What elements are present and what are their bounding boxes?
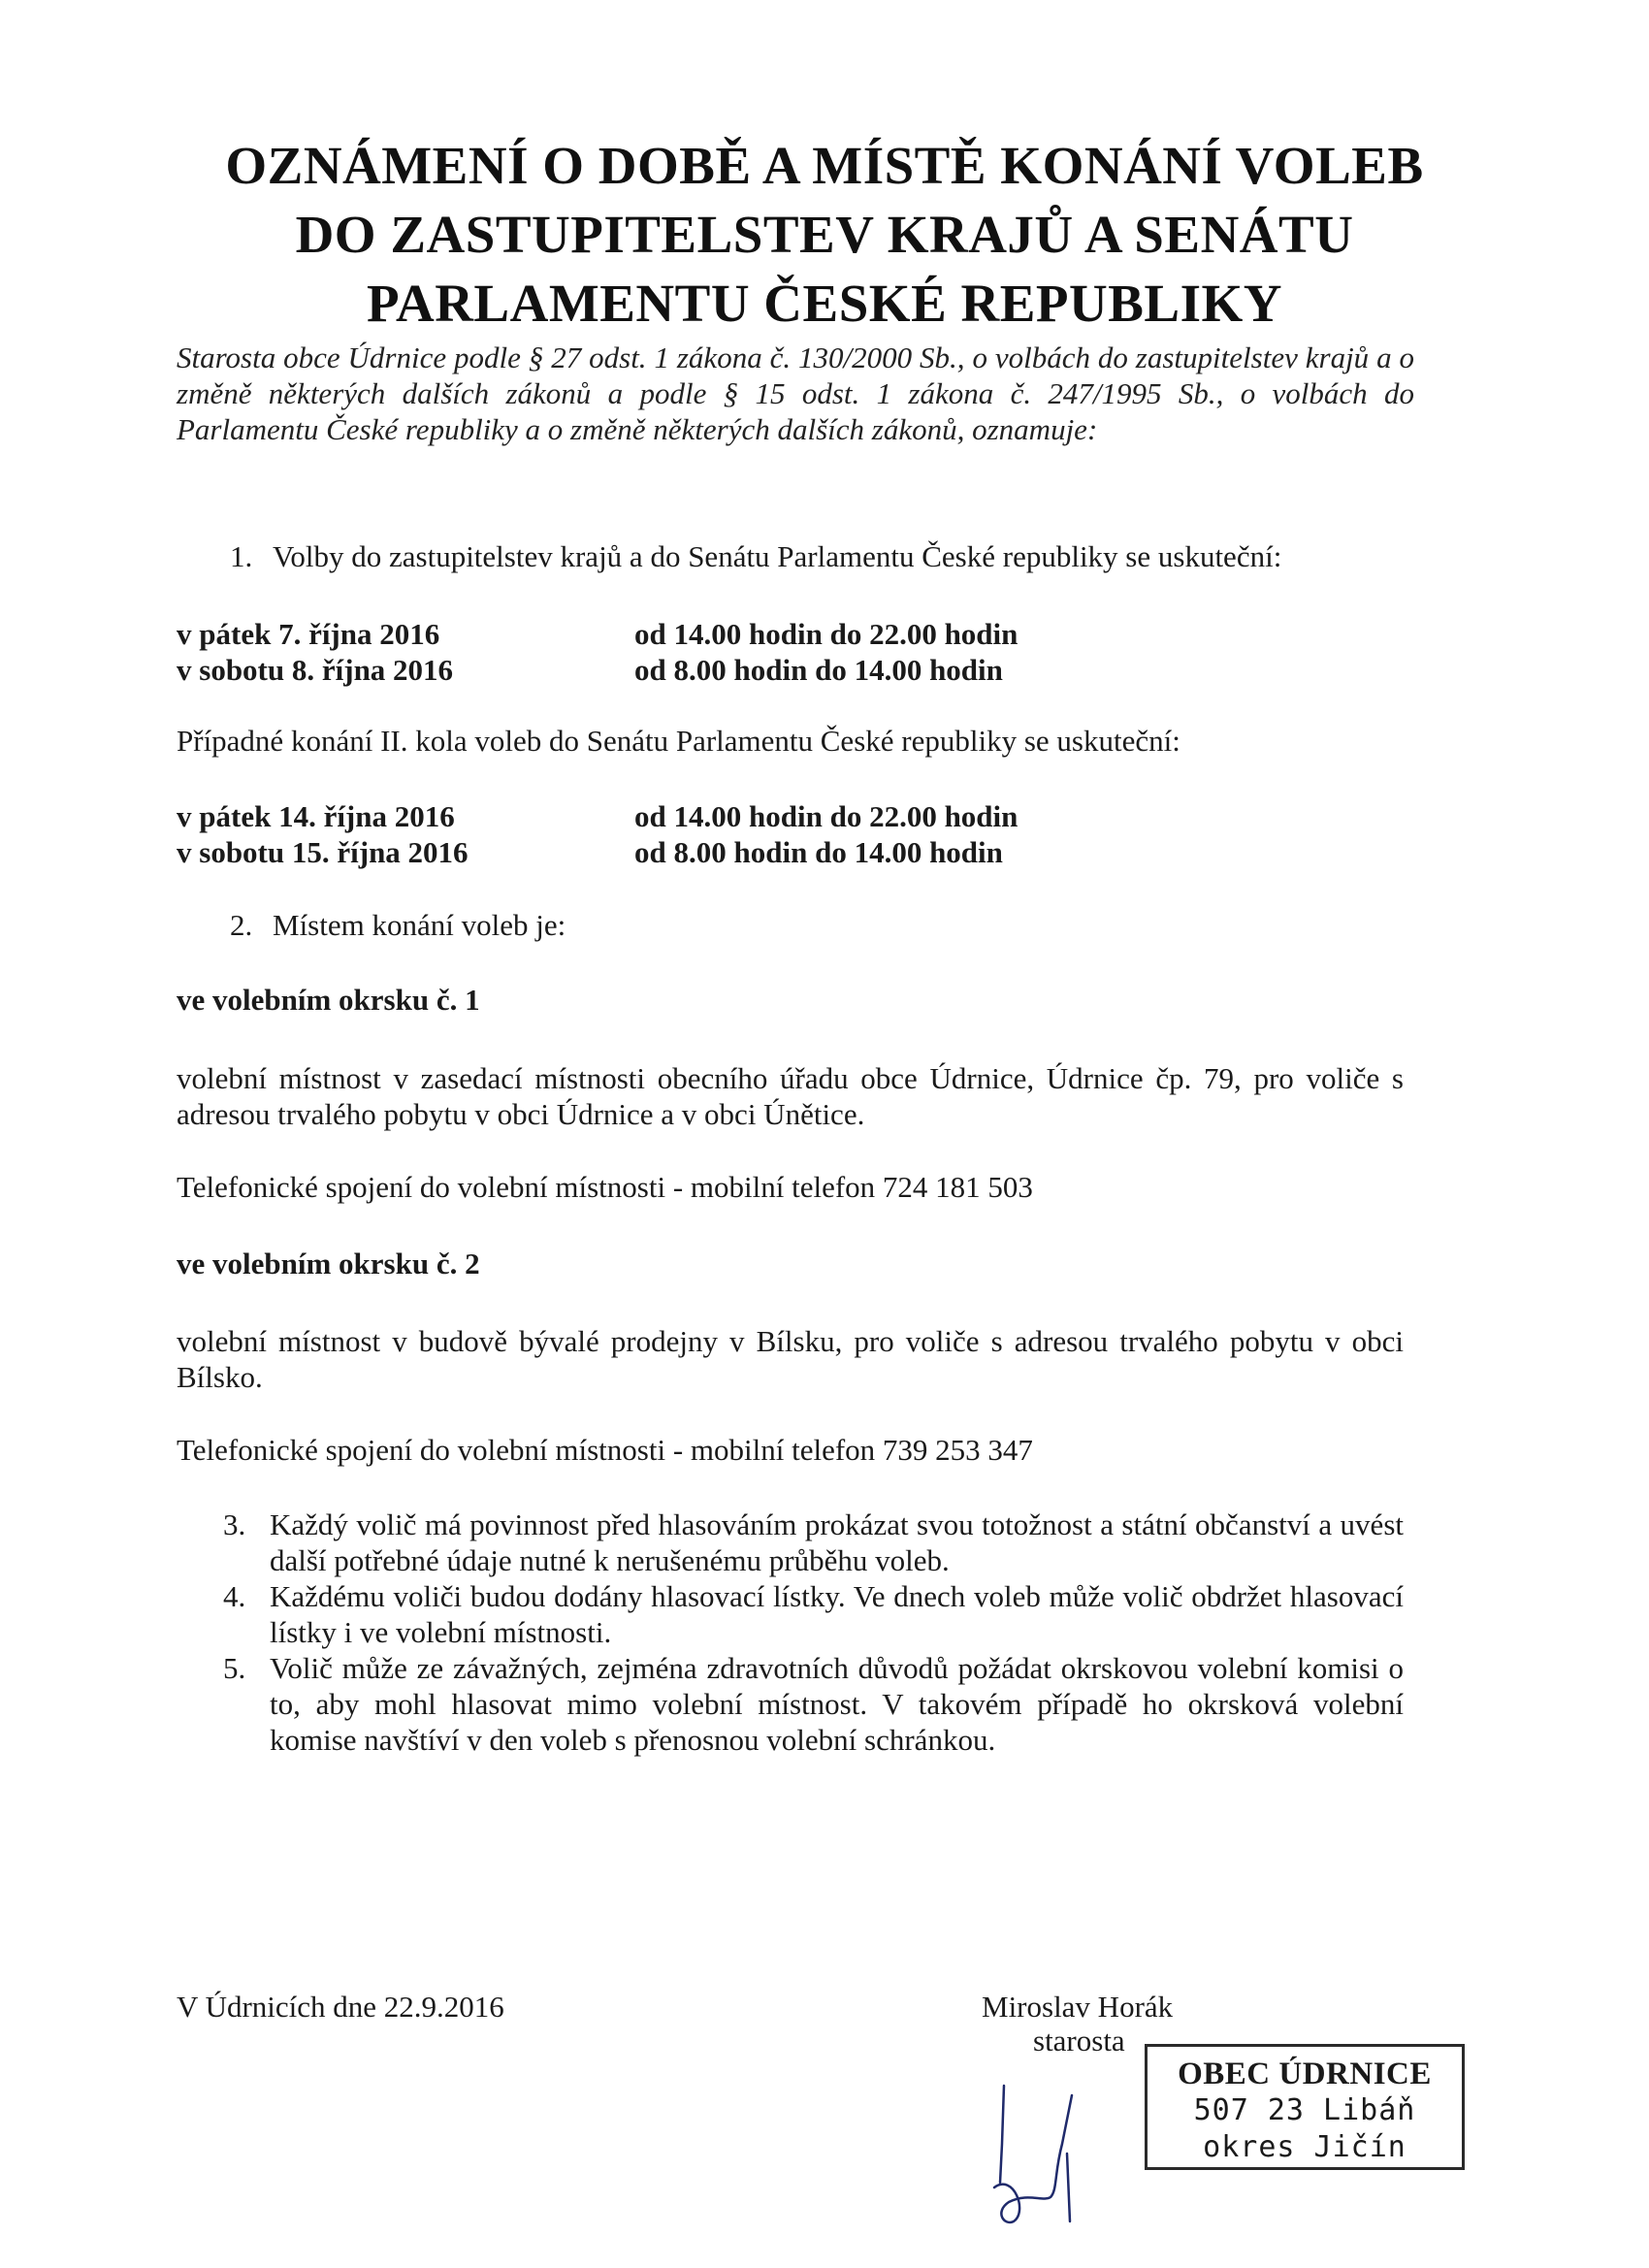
place-and-date: V Údrnicích dne 22.9.2016 (177, 1990, 504, 2024)
district-2-heading: ve volebním okrsku č. 2 (177, 1247, 480, 1280)
stamp-line-1: OBEC ÚDRNICE (1178, 2057, 1432, 2091)
district-1-text: volební místnost v zasedací místnosti obecního úřadu obce Údrnice, Údrnice čp. 79, pro voliče s adresou trvalého pobytu v obci Údrnice a v obci Únětice. (177, 1061, 1404, 1131)
list-item-text: Každý volič má povinnost před hlasováním prokázat svou totožnost a státní občanství a uvést další potřebné údaje nutné k nerušenému průběhu voleb. (270, 1507, 1404, 1577)
round-1-time: od 14.00 hodin do 22.00 hodin (634, 617, 1018, 651)
list-item-number: 5. (223, 1651, 246, 1685)
item-1-number: 1. (230, 539, 253, 573)
item-2-text: Místem konání voleb je: (273, 908, 566, 942)
numbered-list (223, 1507, 1404, 1758)
list-item-text: Volič může ze závažných, zejména zdravotních důvodů požádat okrskovou volební komisi o to, aby mohl hlasovat mimo volební místnost. V takovém případě ho okrsková volební komise navštíví v den voleb s přenosnou volební schránkou. (270, 1651, 1404, 1757)
item-1-text: Volby do zastupitelstev krajů a do Senátu Parlamentu České republiky se uskuteční: (273, 539, 1282, 573)
official-stamp (1145, 2044, 1465, 2170)
list-item (223, 1507, 1404, 1578)
district-2-text: volební místnost v budově bývalé prodejny v Bílsku, pro voliče s adresou trvalého pobytu v obci Bílsko. (177, 1324, 1404, 1394)
district-1-heading: ve volebním okrsku č. 1 (177, 983, 480, 1017)
item-2 (230, 907, 566, 943)
district-1-phone: Telefonické spojení do volební místnosti - mobilní telefon 724 181 503 (177, 1170, 1033, 1204)
signer-name: Miroslav Horák (982, 1990, 1174, 2024)
round-1-schedule (177, 616, 1244, 694)
round-2-schedule (177, 798, 1244, 876)
round-2-intro: Případné konání II. kola voleb do Senátu Parlamentu České republiky se uskuteční: (177, 724, 1180, 758)
district-2-phone: Telefonické spojení do volební místnosti - mobilní telefon 739 253 347 (177, 1433, 1033, 1467)
handwritten-signature (975, 2066, 1101, 2231)
round-1-row (177, 616, 439, 652)
list-item-number: 4. (223, 1579, 246, 1613)
round-1-day: v pátek 7. října 2016 (177, 617, 440, 651)
intro-paragraph: Starosta obce Údrnice podle § 27 odst. 1 zákona č. 130/2000 Sb., o volbách do zastupitelstev krajů a o změně některých dalších zákonů a podle § 15 odst. 1 zákona č. 247/1995 Sb., o volbách do Parlamentu České republiky a o změně některých dalších zákonů, oznamuje: (177, 340, 1414, 446)
round-1-day: v sobotu 8. října 2016 (177, 653, 454, 687)
round-2-day: v pátek 14. října 2016 (177, 799, 455, 833)
list-item (223, 1650, 1404, 1758)
round-2-row (177, 834, 469, 870)
round-2-day: v sobotu 15. října 2016 (177, 835, 469, 869)
round-2-time: od 14.00 hodin do 22.00 hodin (634, 799, 1018, 833)
round-2-row (177, 798, 455, 834)
title-line-1: OZNÁMENÍ O DOBĚ A MÍSTĚ KONÁNÍ VOLEB (225, 136, 1424, 195)
round-2-time: od 8.00 hodin do 14.00 hodin (634, 835, 1003, 869)
round-1-time: od 8.00 hodin do 14.00 hodin (634, 653, 1003, 687)
item-2-number: 2. (230, 908, 253, 942)
signer-role: starosta (1033, 2024, 1125, 2057)
title-line-2: DO ZASTUPITELSTEV KRAJŮ A SENÁTU (295, 205, 1354, 264)
list-item (223, 1578, 1404, 1650)
title-line-3: PARLAMENTU ČESKÉ REPUBLIKY (366, 274, 1283, 333)
list-item-number: 3. (223, 1507, 246, 1541)
item-1 (230, 538, 1281, 574)
stamp-line-3: okres Jičín (1203, 2130, 1406, 2164)
stamp-line-2: 507 23 Libáň (1193, 2093, 1416, 2127)
document-title (146, 131, 1504, 338)
list-item-text: Každému voliči budou dodány hlasovací lístky. Ve dnech voleb může volič obdržet hlasovací lístky i ve volební místnosti. (270, 1579, 1404, 1649)
round-1-row (177, 652, 453, 688)
